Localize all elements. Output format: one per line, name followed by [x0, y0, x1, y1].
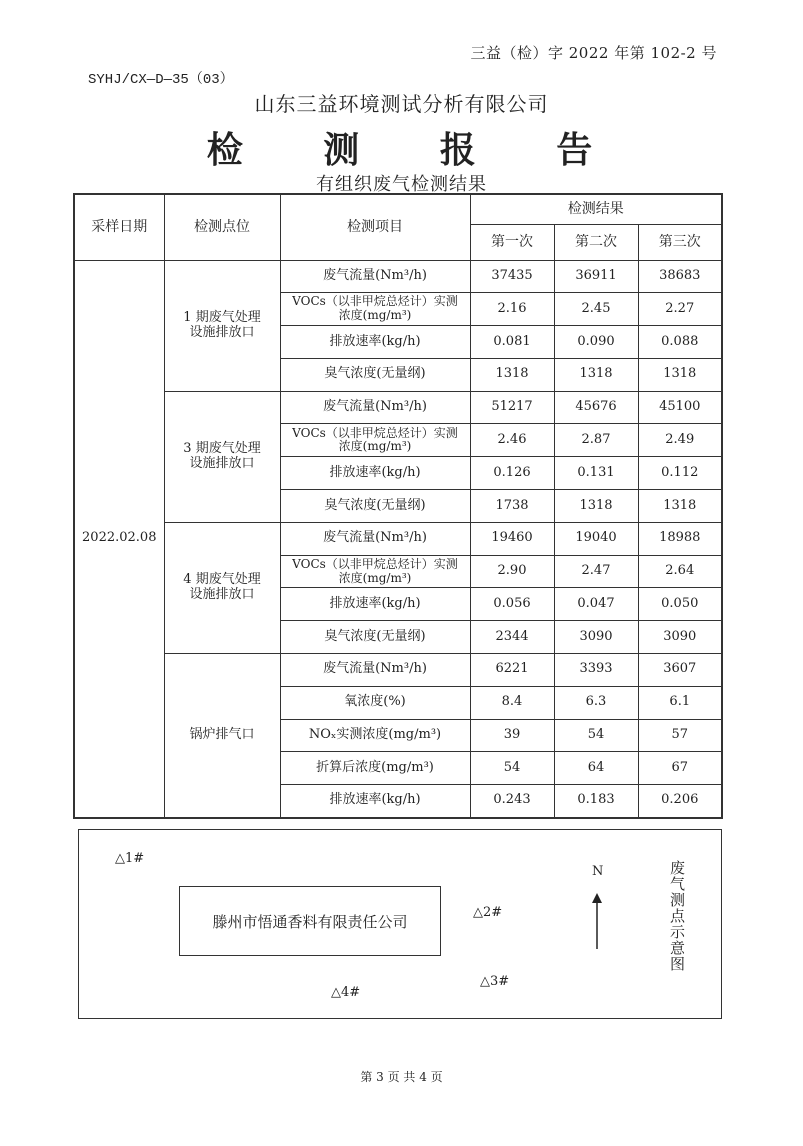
test-item-cell: 废气流量(Nm³/h)	[280, 260, 470, 293]
result-value-run-1: 6221	[470, 654, 554, 687]
table-row	[74, 654, 722, 687]
result-value-run-1: 1318	[470, 358, 554, 391]
result-value-run-3: 57	[638, 719, 722, 752]
test-point-cell: 1 期废气处理设施排放口	[164, 260, 280, 391]
result-value-run-3: 2.27	[638, 293, 722, 326]
test-point-cell: 锅炉排气口	[164, 654, 280, 818]
results-body	[74, 260, 722, 818]
test-item-cell: 排放速率(kg/h)	[280, 457, 470, 490]
company-name: 山东三益环境测试分析有限公司	[254, 92, 549, 116]
test-item-cell: NOₓ实测浓度(mg/m³)	[280, 719, 470, 752]
report-number: 三益（检）字 2022 年第 102-2 号	[470, 44, 717, 62]
result-value-run-2: 0.131	[554, 457, 638, 490]
result-value-run-1: 39	[470, 719, 554, 752]
sampling-point-3: △3#	[480, 974, 510, 989]
result-value-run-1: 19460	[470, 522, 554, 555]
result-value-run-1: 8.4	[470, 686, 554, 719]
result-value-run-2: 3090	[554, 621, 638, 654]
test-item-cell: 折算后浓度(mg/m³)	[280, 752, 470, 785]
north-arrow-icon	[591, 893, 603, 949]
test-item-cell: VOCs（以非甲烷总烃计）实测浓度(mg/m³)	[280, 555, 470, 588]
test-item-cell: 臭气浓度(无量纲)	[280, 621, 470, 654]
result-value-run-3: 1318	[638, 358, 722, 391]
header-run-1: 第一次	[470, 224, 554, 260]
result-value-run-3: 3607	[638, 654, 722, 687]
results-table	[73, 193, 723, 819]
result-value-run-1: 0.056	[470, 588, 554, 621]
result-value-run-3: 6.1	[638, 686, 722, 719]
result-value-run-1: 2.16	[470, 293, 554, 326]
result-value-run-3: 0.112	[638, 457, 722, 490]
header-run-3: 第三次	[638, 224, 722, 260]
result-value-run-2: 2.87	[554, 424, 638, 457]
result-value-run-3: 18988	[638, 522, 722, 555]
result-value-run-3: 45100	[638, 391, 722, 424]
test-item-cell: VOCs（以非甲烷总烃计）实测浓度(mg/m³)	[280, 293, 470, 326]
result-value-run-1: 2344	[470, 621, 554, 654]
result-value-run-2: 19040	[554, 522, 638, 555]
north-label: N	[592, 864, 604, 879]
result-value-run-2: 6.3	[554, 686, 638, 719]
result-value-run-2: 2.47	[554, 555, 638, 588]
result-value-run-1: 37435	[470, 260, 554, 293]
sampling-point-1: △1#	[115, 851, 145, 866]
page-number: 第 3 页 共 4 页	[360, 1070, 443, 1084]
result-value-run-2: 0.090	[554, 326, 638, 359]
test-item-cell: 排放速率(kg/h)	[280, 588, 470, 621]
result-value-run-2: 1318	[554, 358, 638, 391]
map-label: 废气测点示意图	[668, 860, 686, 972]
table-row	[74, 391, 722, 424]
test-item-cell: 废气流量(Nm³/h)	[280, 654, 470, 687]
sampling-point-map	[78, 829, 722, 1019]
result-value-run-3: 3090	[638, 621, 722, 654]
header-results: 检测结果	[470, 194, 722, 224]
result-value-run-2: 0.183	[554, 785, 638, 818]
result-value-run-3: 2.64	[638, 555, 722, 588]
test-item-cell: 排放速率(kg/h)	[280, 785, 470, 818]
result-value-run-2: 3393	[554, 654, 638, 687]
result-value-run-1: 54	[470, 752, 554, 785]
result-value-run-1: 2.90	[470, 555, 554, 588]
result-value-run-3: 0.050	[638, 588, 722, 621]
result-value-run-2: 2.45	[554, 293, 638, 326]
result-value-run-2: 0.047	[554, 588, 638, 621]
result-value-run-3: 2.49	[638, 424, 722, 457]
result-value-run-1: 0.126	[470, 457, 554, 490]
sampling-point-4: △4#	[331, 985, 361, 1000]
result-value-run-3: 38683	[638, 260, 722, 293]
result-value-run-3: 0.206	[638, 785, 722, 818]
test-item-cell: VOCs（以非甲烷总烃计）实测浓度(mg/m³)	[280, 424, 470, 457]
factory-outline	[179, 886, 441, 956]
test-point-cell: 4 期废气处理设施排放口	[164, 522, 280, 653]
result-value-run-2: 54	[554, 719, 638, 752]
test-point-cell: 3 期废气处理设施排放口	[164, 391, 280, 522]
header-run-2: 第二次	[554, 224, 638, 260]
table-row	[74, 260, 722, 293]
result-value-run-1: 51217	[470, 391, 554, 424]
header-test-item: 检测项目	[280, 194, 470, 260]
header-test-point: 检测点位	[164, 194, 280, 260]
test-item-cell: 废气流量(Nm³/h)	[280, 391, 470, 424]
result-value-run-3: 1318	[638, 490, 722, 523]
table-row	[74, 522, 722, 555]
sampling-date-cell: 2022.02.08	[74, 260, 164, 818]
header-sampling-date: 采样日期	[74, 194, 164, 260]
result-value-run-2: 36911	[554, 260, 638, 293]
result-value-run-3: 67	[638, 752, 722, 785]
result-value-run-2: 45676	[554, 391, 638, 424]
sampling-point-2: △2#	[473, 905, 503, 920]
test-item-cell: 氧浓度(%)	[280, 686, 470, 719]
result-value-run-1: 2.46	[470, 424, 554, 457]
result-value-run-2: 64	[554, 752, 638, 785]
result-value-run-1: 0.243	[470, 785, 554, 818]
result-value-run-1: 0.081	[470, 326, 554, 359]
document-title: 检 测 报 告	[206, 129, 627, 171]
test-item-cell: 臭气浓度(无量纲)	[280, 490, 470, 523]
result-value-run-3: 0.088	[638, 326, 722, 359]
result-value-run-1: 1738	[470, 490, 554, 523]
test-item-cell: 废气流量(Nm³/h)	[280, 522, 470, 555]
factory-name: 滕州市悟通香料有限责任公司	[212, 912, 408, 931]
table-title: 有组织废气检测结果	[316, 174, 487, 195]
form-code: SYHJ/CX—D—35（03）	[88, 72, 234, 88]
test-item-cell: 排放速率(kg/h)	[280, 326, 470, 359]
result-value-run-2: 1318	[554, 490, 638, 523]
test-item-cell: 臭气浓度(无量纲)	[280, 358, 470, 391]
